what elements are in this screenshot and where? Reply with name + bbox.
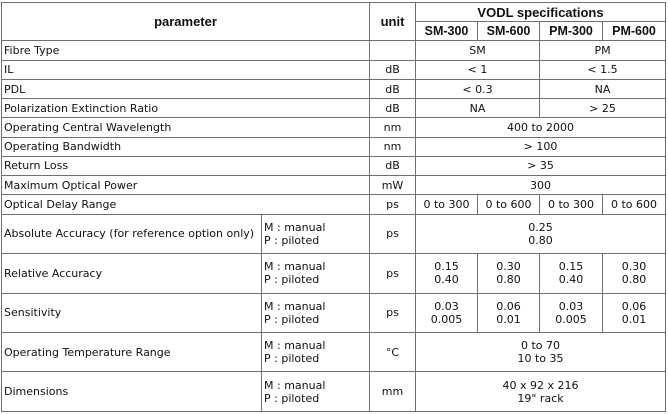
value-piloted: 0.40 <box>434 273 459 287</box>
row-label: Relative Accuracy <box>2 254 262 293</box>
cell-all: 400 to 2000 <box>416 118 666 137</box>
value-piloted: 0.40 <box>558 273 584 287</box>
mode-piloted: P : piloted <box>264 312 320 326</box>
mode-cell <box>262 293 370 332</box>
row-label: Maximum Optical Power <box>2 176 370 195</box>
cell-sm: < 0.3 <box>416 79 540 98</box>
value-piloted: 0.01 <box>496 312 521 326</box>
table-row <box>2 254 666 293</box>
cell-sm: NA <box>416 99 540 118</box>
value-piloted: 0.80 <box>528 233 553 247</box>
row-unit: dB <box>370 99 416 118</box>
row-label: Operating Bandwidth <box>2 137 370 156</box>
cell-sm-600: 0 to 600 <box>478 195 540 214</box>
mode-cell <box>262 372 370 412</box>
header-unit: unit <box>370 3 416 41</box>
cell-sm-300 <box>416 293 478 332</box>
value-manual: 40 x 92 x 216 <box>502 378 579 392</box>
row-unit: nm <box>370 137 416 156</box>
table-row <box>2 118 666 137</box>
cell-all <box>416 214 666 253</box>
cell-pm: PM <box>540 41 666 60</box>
cell-pm: > 25 <box>540 99 666 118</box>
row-unit: ps <box>370 195 416 214</box>
row-unit: mm <box>370 372 416 412</box>
row-unit: ps <box>370 293 416 332</box>
cell-pm: < 1.5 <box>540 60 666 79</box>
table-row <box>2 332 666 371</box>
value-piloted: 19" rack <box>517 391 564 405</box>
row-unit: dB <box>370 156 416 175</box>
cell-sm: SM <box>416 41 540 60</box>
value-manual: 0.06 <box>496 299 521 313</box>
row-label: Operating Central Wavelength <box>2 118 370 137</box>
row-unit: mW <box>370 176 416 195</box>
mode-manual: M : manual <box>264 260 326 274</box>
row-label: Polarization Extinction Ratio <box>2 99 370 118</box>
value-piloted: 0.005 <box>430 312 463 326</box>
value-manual: 0.30 <box>496 260 521 274</box>
header-col-sm-600: SM-600 <box>478 22 540 41</box>
row-unit: dB <box>370 60 416 79</box>
cell-sm: < 1 <box>416 60 540 79</box>
value-piloted: 10 to 35 <box>517 352 564 366</box>
mode-piloted: P : piloted <box>264 391 320 405</box>
mode-piloted: P : piloted <box>264 233 320 247</box>
value-manual: 0.03 <box>558 299 584 313</box>
cell-pm-300 <box>540 293 603 332</box>
value-manual: 0.15 <box>558 260 584 274</box>
table-row <box>2 41 666 60</box>
cell-pm-300: 0 to 300 <box>540 195 603 214</box>
header-col-pm-600: PM-600 <box>603 22 666 41</box>
cell-pm-600: 0 to 600 <box>603 195 666 214</box>
row-label: IL <box>2 60 370 79</box>
cell-pm: NA <box>540 79 666 98</box>
cell-all: 300 <box>416 176 666 195</box>
row-label: Dimensions <box>2 372 262 412</box>
row-label: Operating Temperature Range <box>2 332 262 371</box>
value-piloted: 0.005 <box>555 312 587 326</box>
cell-sm-300: 0 to 300 <box>416 195 478 214</box>
value-manual: 0.06 <box>621 299 647 313</box>
mode-manual: M : manual <box>264 220 326 234</box>
cell-sm-600 <box>478 293 540 332</box>
value-manual: 0.25 <box>528 220 553 234</box>
cell-sm-600 <box>478 254 540 293</box>
header-parameter: parameter <box>2 3 370 41</box>
row-label: Absolute Accuracy (for reference option only) <box>2 214 262 253</box>
mode-cell <box>262 214 370 253</box>
value-manual: 0.15 <box>434 260 459 274</box>
mode-manual: M : manual <box>264 339 326 353</box>
spec-table <box>1 2 666 412</box>
row-unit: ps <box>370 214 416 253</box>
row-unit: ps <box>370 254 416 293</box>
mode-piloted: P : piloted <box>264 352 320 366</box>
value-manual: 0.03 <box>434 299 459 313</box>
row-label: Return Loss <box>2 156 370 175</box>
mode-manual: M : manual <box>264 299 326 313</box>
table-row <box>2 293 666 332</box>
table-row <box>2 79 666 98</box>
cell-all <box>416 332 666 371</box>
header-col-sm-300: SM-300 <box>416 22 478 41</box>
mode-piloted: P : piloted <box>264 273 320 287</box>
table-row <box>2 176 666 195</box>
table-row <box>2 372 666 412</box>
cell-sm-300 <box>416 254 478 293</box>
value-piloted: 0.80 <box>621 273 647 287</box>
cell-all: > 100 <box>416 137 666 156</box>
row-label: Optical Delay Range <box>2 195 370 214</box>
header-col-pm-300: PM-300 <box>540 22 603 41</box>
value-manual: 0.30 <box>621 260 647 274</box>
row-unit: nm <box>370 118 416 137</box>
table-row <box>2 137 666 156</box>
table-row <box>2 60 666 79</box>
row-label: Sensitivity <box>2 293 262 332</box>
row-label: Fibre Type <box>2 41 370 60</box>
value-piloted: 0.80 <box>496 273 521 287</box>
table-row <box>2 214 666 253</box>
table-row <box>2 99 666 118</box>
cell-pm-600 <box>603 254 666 293</box>
value-piloted: 0.01 <box>621 312 647 326</box>
table-row <box>2 156 666 175</box>
value-manual: 0 to 70 <box>520 339 561 353</box>
row-label: PDL <box>2 79 370 98</box>
cell-all: > 35 <box>416 156 666 175</box>
row-unit <box>370 41 416 60</box>
mode-cell <box>262 332 370 371</box>
table-row <box>2 195 666 214</box>
mode-cell <box>262 254 370 293</box>
cell-pm-600 <box>603 293 666 332</box>
mode-manual: M : manual <box>264 378 326 392</box>
row-unit: °C <box>370 332 416 371</box>
header-group: VODL specifications <box>416 3 666 22</box>
cell-all <box>416 372 666 412</box>
row-unit: dB <box>370 79 416 98</box>
cell-pm-300 <box>540 254 603 293</box>
